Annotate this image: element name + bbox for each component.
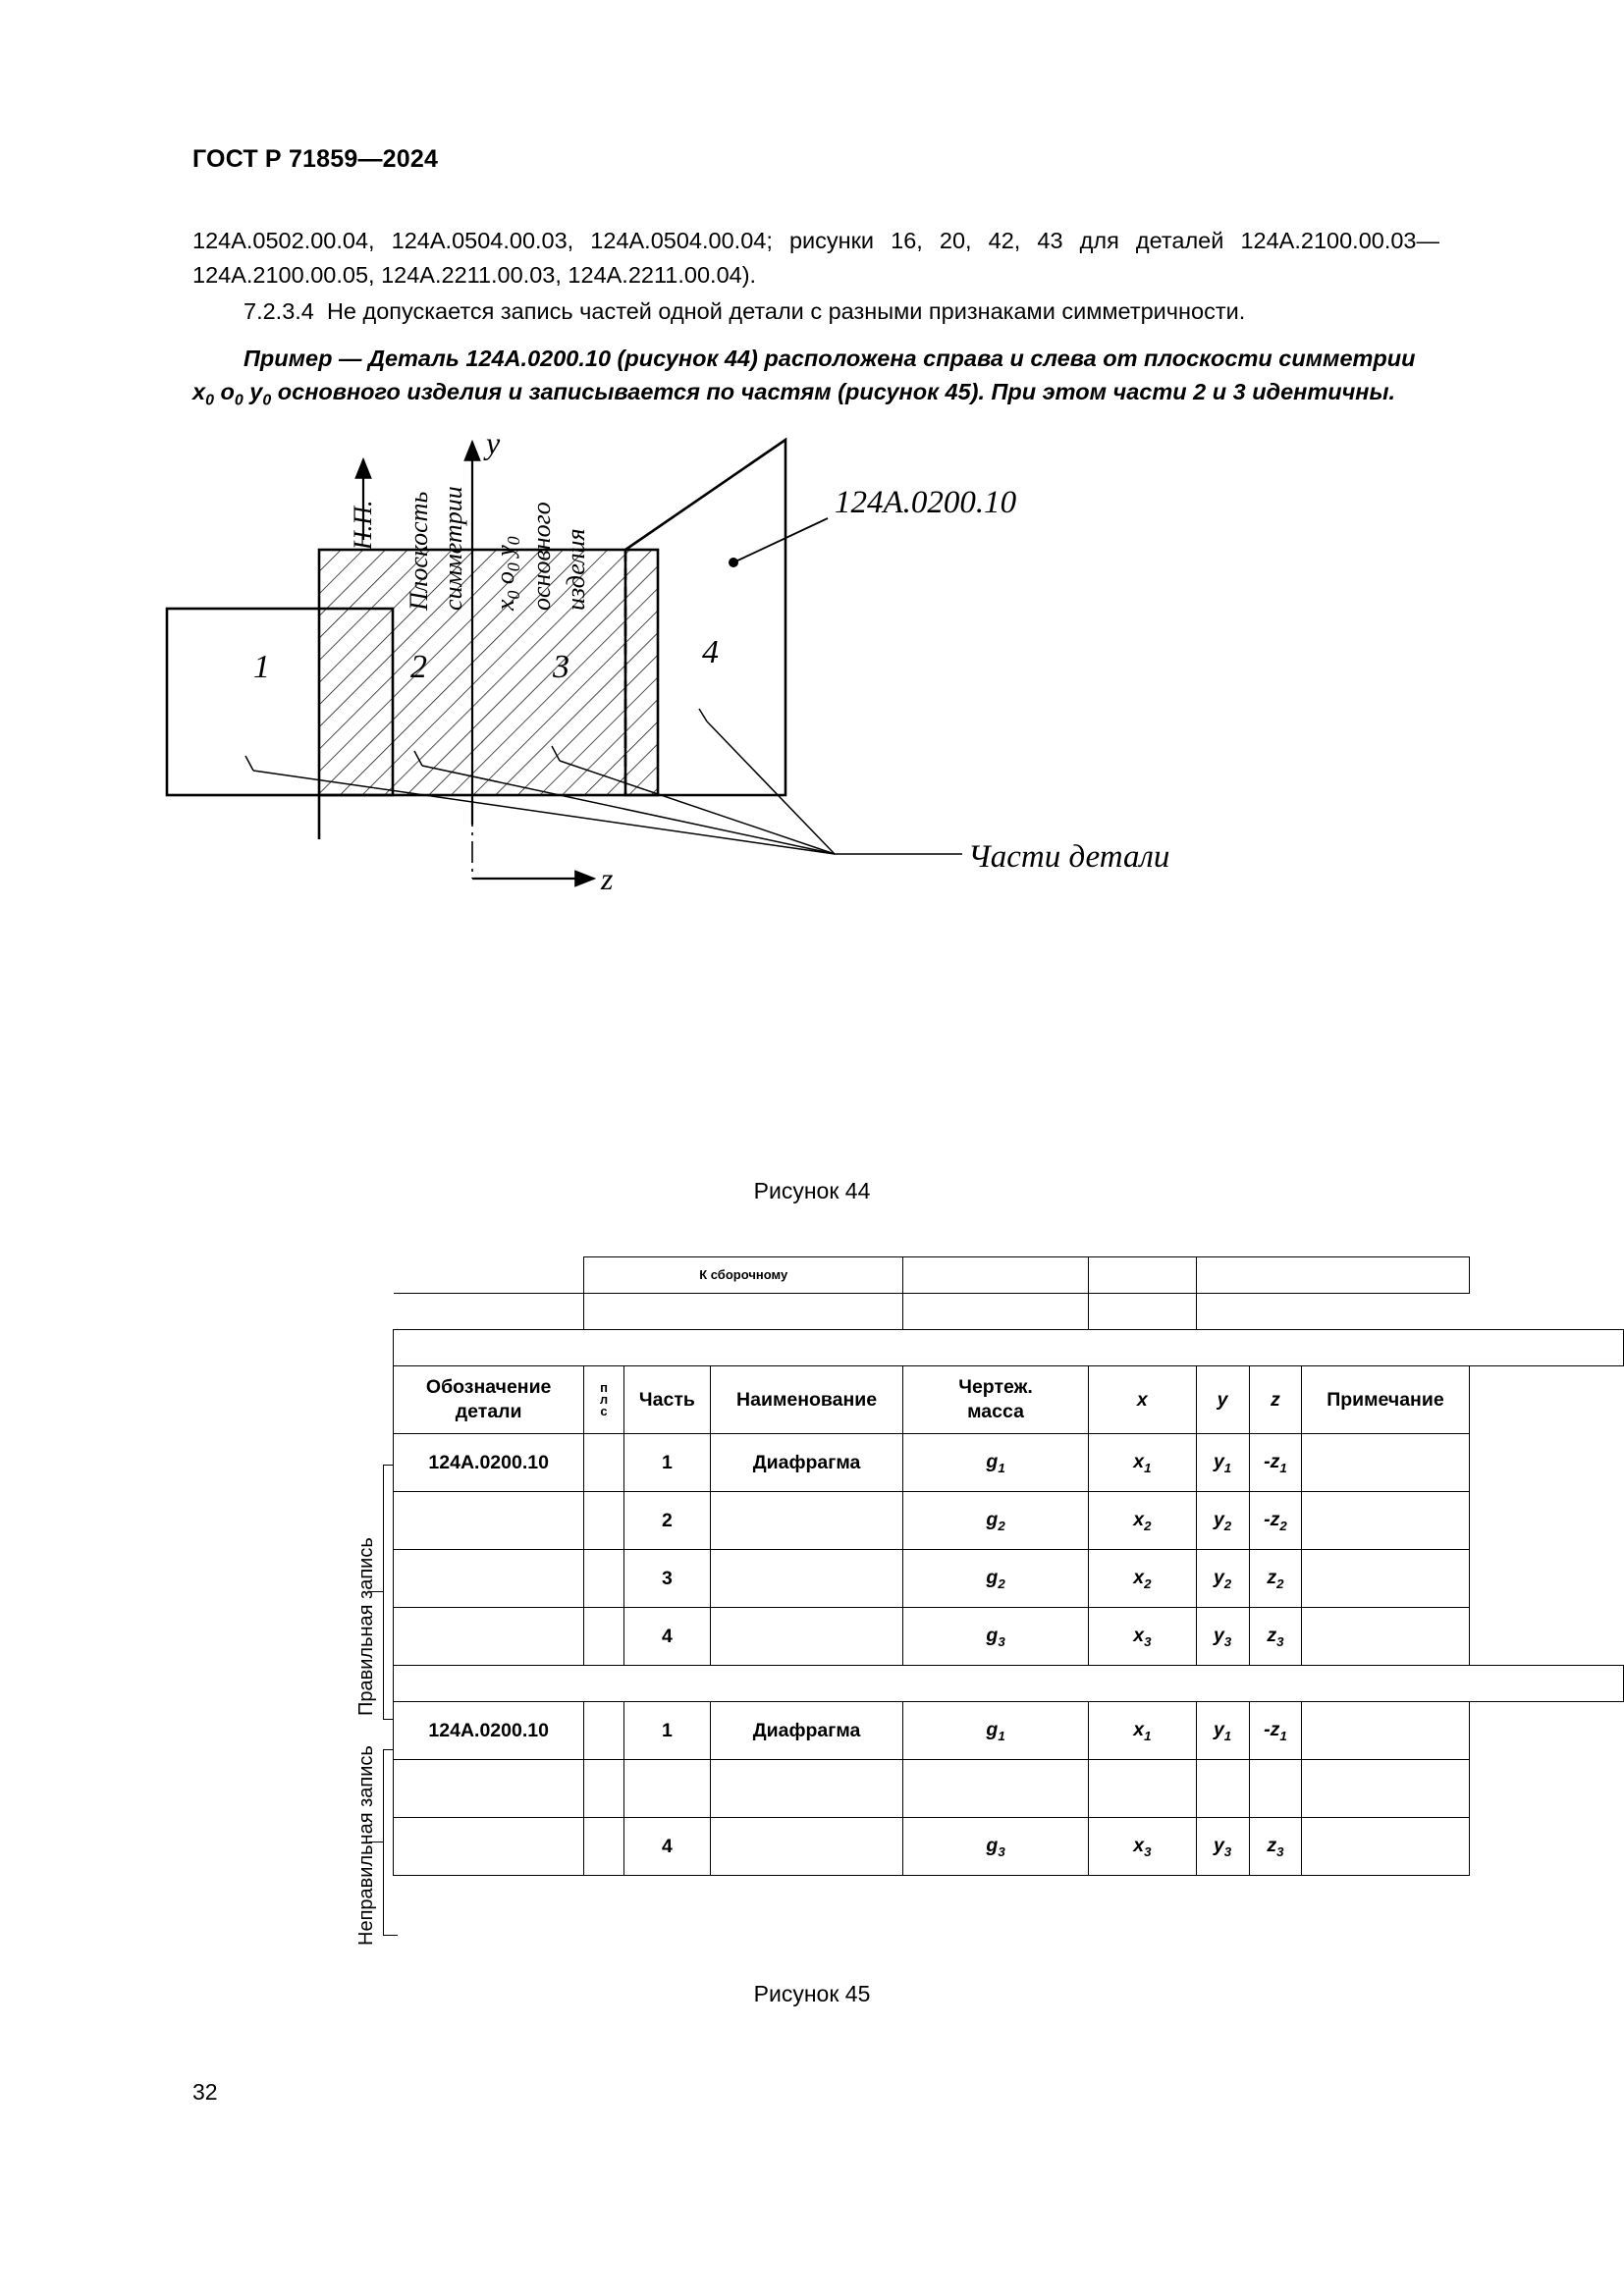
cell-pls bbox=[584, 1702, 623, 1760]
cell-pls bbox=[584, 1492, 623, 1550]
table-row bbox=[394, 1666, 1624, 1702]
cell-z: $z_3$ bbox=[1249, 1608, 1302, 1666]
cell-note bbox=[1302, 1760, 1469, 1818]
cell-designation bbox=[394, 1608, 584, 1666]
table-row bbox=[394, 1434, 1624, 1492]
clause-number: 7.2.3.4 bbox=[244, 298, 314, 324]
cell-pls bbox=[584, 1818, 623, 1876]
clause-text: Не допускается запись частей одной детали с разными признаками симметричности. bbox=[326, 298, 1246, 324]
cell-name bbox=[711, 1608, 903, 1666]
cell-x: $x_3$ bbox=[1089, 1608, 1197, 1666]
cell-part bbox=[623, 1760, 710, 1818]
cell-name bbox=[711, 1760, 903, 1818]
cell-part: 3 bbox=[623, 1550, 710, 1608]
table-row bbox=[394, 1818, 1624, 1876]
svg-text:4: 4 bbox=[702, 634, 719, 670]
cell-note bbox=[1302, 1550, 1469, 1608]
cell-z: $-z_1$ bbox=[1249, 1434, 1302, 1492]
figure-45-caption: Рисунок 45 bbox=[753, 1981, 871, 2006]
cell-top-empty-1 bbox=[903, 1257, 1089, 1294]
cell-k-sborochnomu: К сборочному bbox=[584, 1257, 903, 1294]
cell-gap-2 bbox=[394, 1666, 1624, 1702]
header-y: y bbox=[1196, 1366, 1249, 1434]
cell-y bbox=[1196, 1760, 1249, 1818]
cell-y: $y_1$ bbox=[1196, 1702, 1249, 1760]
example-line-1: Пример — Деталь 124А.0200.10 (рисунок 44) расположена справа и слева от плоскости симметрии bbox=[244, 346, 1416, 371]
cell-band-empty-3 bbox=[1089, 1294, 1197, 1330]
table-row bbox=[394, 1492, 1624, 1550]
svg-text:3: 3 bbox=[553, 649, 569, 685]
header-pls: п л с bbox=[584, 1366, 623, 1434]
label-plane-line1: Плоскость bbox=[405, 491, 433, 611]
svg-text:Части детали: Части детали bbox=[968, 839, 1170, 875]
clause-7-2-3-4 bbox=[192, 294, 1439, 329]
cell-name: Диафрагма bbox=[711, 1434, 903, 1492]
svg-text:1: 1 bbox=[253, 649, 270, 685]
cell-y: $y_2$ bbox=[1196, 1550, 1249, 1608]
cell-part: 4 bbox=[623, 1608, 710, 1666]
cell-mass: $g_2$ bbox=[903, 1550, 1089, 1608]
cell-note bbox=[1302, 1434, 1469, 1492]
cell-part: 1 bbox=[623, 1702, 710, 1760]
table-row bbox=[394, 1550, 1624, 1608]
label-np: Н.П. bbox=[349, 500, 377, 550]
cell-mass: $g_1$ bbox=[903, 1702, 1089, 1760]
cell-mass bbox=[903, 1760, 1089, 1818]
cell-name bbox=[711, 1818, 903, 1876]
side-label-correct: Правильная запись bbox=[355, 1537, 377, 1716]
cell-note bbox=[1302, 1818, 1469, 1876]
svg-text:2: 2 bbox=[410, 649, 427, 685]
label-axes-line3: изделия bbox=[562, 528, 590, 611]
cell-mass: $g_2$ bbox=[903, 1492, 1089, 1550]
paragraph-intro: 124А.0502.00.04, 124А.0504.00.03, 124А.0504.00.04; рисунки 16, 20, 42, 43 для деталей 124А.2100.00.03—124А.2100.00.05, 124А.2211.00.03, 124А.2211.00.04). bbox=[192, 228, 1439, 288]
cell-empty-tl bbox=[394, 1257, 584, 1294]
table-row bbox=[394, 1257, 1624, 1294]
cell-y: $y_2$ bbox=[1196, 1492, 1249, 1550]
svg-text:z: z bbox=[601, 861, 614, 896]
cell-name bbox=[711, 1492, 903, 1550]
cell-band-empty-5 bbox=[1469, 1294, 1623, 1330]
cell-pls bbox=[584, 1760, 623, 1818]
cell-mass: $g_3$ bbox=[903, 1818, 1089, 1876]
header-name: Наименование bbox=[711, 1366, 903, 1434]
example-line-2: $x_0$ $o_0$ $y_0$ основного изделия и записывается по частям (рисунок 45). При этом части 2 и 3 идентичны. bbox=[192, 379, 1396, 409]
cell-note bbox=[1302, 1702, 1469, 1760]
cell-mass: $g_3$ bbox=[903, 1608, 1089, 1666]
table-row bbox=[394, 1702, 1624, 1760]
cell-pls bbox=[584, 1550, 623, 1608]
figure-45 bbox=[0, 1247, 1624, 1963]
cell-y: $y_1$ bbox=[1196, 1434, 1249, 1492]
figure-44-drawing bbox=[147, 432, 1483, 1139]
table-row bbox=[394, 1294, 1624, 1330]
cell-z: $-z_1$ bbox=[1249, 1702, 1302, 1760]
cell-designation bbox=[394, 1818, 584, 1876]
cell-z: $z_3$ bbox=[1249, 1818, 1302, 1876]
cell-note bbox=[1302, 1492, 1469, 1550]
cell-gap bbox=[394, 1330, 1624, 1366]
label-axes-line2: основного bbox=[527, 502, 556, 611]
cell-x: $x_3$ bbox=[1089, 1818, 1197, 1876]
svg-text:y: y bbox=[486, 432, 501, 460]
figure-44-caption: Рисунок 44 bbox=[753, 1178, 871, 1203]
cell-y: $y_3$ bbox=[1196, 1818, 1249, 1876]
cell-designation: 124А.0200.10 bbox=[394, 1702, 584, 1760]
cell-x: $x_2$ bbox=[1089, 1492, 1197, 1550]
cell-top-empty-2 bbox=[1089, 1257, 1197, 1294]
table-row bbox=[394, 1330, 1624, 1366]
cell-top-empty-3 bbox=[1196, 1257, 1469, 1294]
header-mass: Чертеж. масса bbox=[903, 1366, 1089, 1434]
header-note: Примечание bbox=[1302, 1366, 1469, 1434]
cell-band-empty-2 bbox=[903, 1294, 1089, 1330]
cell-designation: 124А.0200.10 bbox=[394, 1434, 584, 1492]
cell-y: $y_3$ bbox=[1196, 1608, 1249, 1666]
table-row bbox=[394, 1608, 1624, 1666]
cell-z bbox=[1249, 1760, 1302, 1818]
cell-name bbox=[711, 1550, 903, 1608]
cell-z: $z_2$ bbox=[1249, 1550, 1302, 1608]
cell-mass: $g_1$ bbox=[903, 1434, 1089, 1492]
cell-part: 1 bbox=[623, 1434, 710, 1492]
label-plane-line2: симметрии bbox=[439, 486, 467, 611]
header-part: Часть bbox=[623, 1366, 710, 1434]
specification-table bbox=[393, 1256, 1624, 1876]
cell-name: Диафрагма bbox=[711, 1702, 903, 1760]
cell-band-empty-1 bbox=[584, 1294, 903, 1330]
table-header-row bbox=[394, 1366, 1624, 1434]
cell-designation bbox=[394, 1550, 584, 1608]
cell-designation bbox=[394, 1492, 584, 1550]
cell-z: $-z_2$ bbox=[1249, 1492, 1302, 1550]
page-number: 32 bbox=[192, 2079, 218, 2105]
cell-part: 4 bbox=[623, 1818, 710, 1876]
svg-text:124А.0200.10: 124А.0200.10 bbox=[835, 485, 1017, 520]
cell-x bbox=[1089, 1760, 1197, 1818]
example-block bbox=[192, 342, 1439, 418]
cell-x: $x_1$ bbox=[1089, 1434, 1197, 1492]
cell-part: 2 bbox=[623, 1492, 710, 1550]
cell-empty-tl2 bbox=[394, 1294, 584, 1330]
cell-pls bbox=[584, 1434, 623, 1492]
cell-x: $x_1$ bbox=[1089, 1702, 1197, 1760]
cell-top-empty-4 bbox=[1469, 1257, 1623, 1294]
standard-title: ГОСТ Р 71859—2024 bbox=[192, 145, 439, 173]
figure-44 bbox=[147, 432, 1483, 1139]
cell-x: $x_2$ bbox=[1089, 1550, 1197, 1608]
cell-pls bbox=[584, 1608, 623, 1666]
cell-band-empty-4 bbox=[1196, 1294, 1469, 1330]
side-label-incorrect: Неправильная запись bbox=[355, 1745, 377, 1946]
cell-note bbox=[1302, 1608, 1469, 1666]
header-x: x bbox=[1089, 1366, 1197, 1434]
cell-designation bbox=[394, 1760, 584, 1818]
table-row bbox=[394, 1760, 1624, 1818]
header-z: z bbox=[1249, 1366, 1302, 1434]
label-axes-origin: $x_0$ $o_0$ $y_0$ bbox=[491, 536, 524, 611]
header-designation: Обозначение детали bbox=[394, 1366, 584, 1434]
